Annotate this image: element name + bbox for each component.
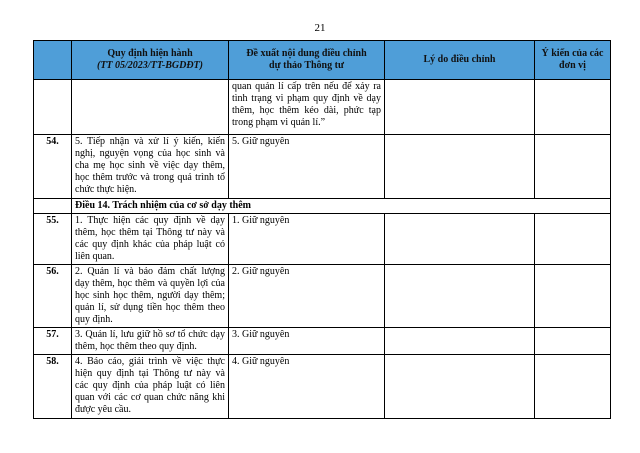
- cell-reason: [385, 355, 535, 419]
- cell-current: 5. Tiếp nhận và xử lí ý kiến, kiến nghị, nguyện vọng của học sinh và cha mẹ học sinh về việc dạy thêm, học thêm trước và trong quá trình tổ chức thực hiện.: [72, 135, 229, 199]
- cell-reason: [385, 80, 535, 135]
- row-number: 54.: [34, 135, 72, 199]
- cell-opinion: [535, 355, 611, 419]
- cell-current: 2. Quản lí và bảo đảm chất lượng dạy thêm, học thêm và quyền lợi của học sinh học thêm, người dạy thêm; quản lí, sử dụng tiền học thêm theo quy định.: [72, 265, 229, 328]
- cell-current: 1. Thực hiện các quy định về dạy thêm, học thêm tại Thông tư này và các quy định khác của pháp luật có liên quan.: [72, 214, 229, 265]
- table-row: [34, 214, 611, 265]
- table-row-continuation: [34, 80, 611, 135]
- cell-no: [34, 80, 72, 135]
- cell-opinion: [535, 265, 611, 328]
- cell-reason: [385, 328, 535, 355]
- cell-current: [72, 80, 229, 135]
- row-number: 56.: [34, 265, 72, 328]
- cell-proposal: 3. Giữ nguyên: [229, 328, 385, 355]
- cell-current: 3. Quản lí, lưu giữ hồ sơ tổ chức dạy thêm, học thêm theo quy định.: [72, 328, 229, 355]
- table-row: [34, 135, 611, 199]
- header-current: [72, 41, 229, 80]
- header-reason: Lý do điều chỉnh: [385, 41, 535, 80]
- section-row-no: [34, 199, 72, 214]
- row-number: 55.: [34, 214, 72, 265]
- cell-opinion: [535, 135, 611, 199]
- cell-current: 4. Báo cáo, giải trình về việc thực hiện quy định tại Thông tư này và các quy định của pháp luật có liên quan với các cơ quan chức năng khi được yêu cầu.: [72, 355, 229, 419]
- cell-proposal: 2. Giữ nguyên: [229, 265, 385, 328]
- header-opinion-line2: đơn vị: [559, 60, 586, 71]
- cell-reason: [385, 135, 535, 199]
- header-proposal-line2: dự thảo Thông tư: [269, 60, 344, 71]
- cell-opinion: [535, 80, 611, 135]
- cell-proposal: 5. Giữ nguyên: [229, 135, 385, 199]
- header-no: [34, 41, 72, 80]
- cell-opinion: [535, 214, 611, 265]
- section-title: Điều 14. Trách nhiệm của cơ sở dạy thêm: [72, 199, 611, 214]
- cell-reason: [385, 265, 535, 328]
- header-row: [34, 41, 611, 80]
- table-row: [34, 355, 611, 419]
- cell-opinion: [535, 328, 611, 355]
- header-proposal: [229, 41, 385, 80]
- header-current-subtitle: (TT 05/2023/TT-BGDĐT): [96, 60, 203, 71]
- table-row: [34, 328, 611, 355]
- cell-proposal: 4. Giữ nguyên: [229, 355, 385, 419]
- comparison-table: [33, 40, 611, 419]
- cell-proposal: quan quản lí cấp trên nếu để xảy ra tình trạng vi phạm quy định về dạy thêm, học thêm kéo dài, phức tạp trong phạm vi quản lí.”: [229, 80, 385, 135]
- header-current-title: Quy định hiện hành: [107, 48, 193, 59]
- page-number: 21: [314, 22, 326, 34]
- table-row: [34, 265, 611, 328]
- header-proposal-line1: Đề xuất nội dung điều chỉnh: [246, 48, 367, 59]
- cell-reason: [385, 214, 535, 265]
- header-opinion: [535, 41, 611, 80]
- section-row: [34, 199, 611, 214]
- row-number: 58.: [34, 355, 72, 419]
- header-opinion-line1: Ý kiến của các: [541, 48, 604, 59]
- cell-proposal: 1. Giữ nguyên: [229, 214, 385, 265]
- row-number: 57.: [34, 328, 72, 355]
